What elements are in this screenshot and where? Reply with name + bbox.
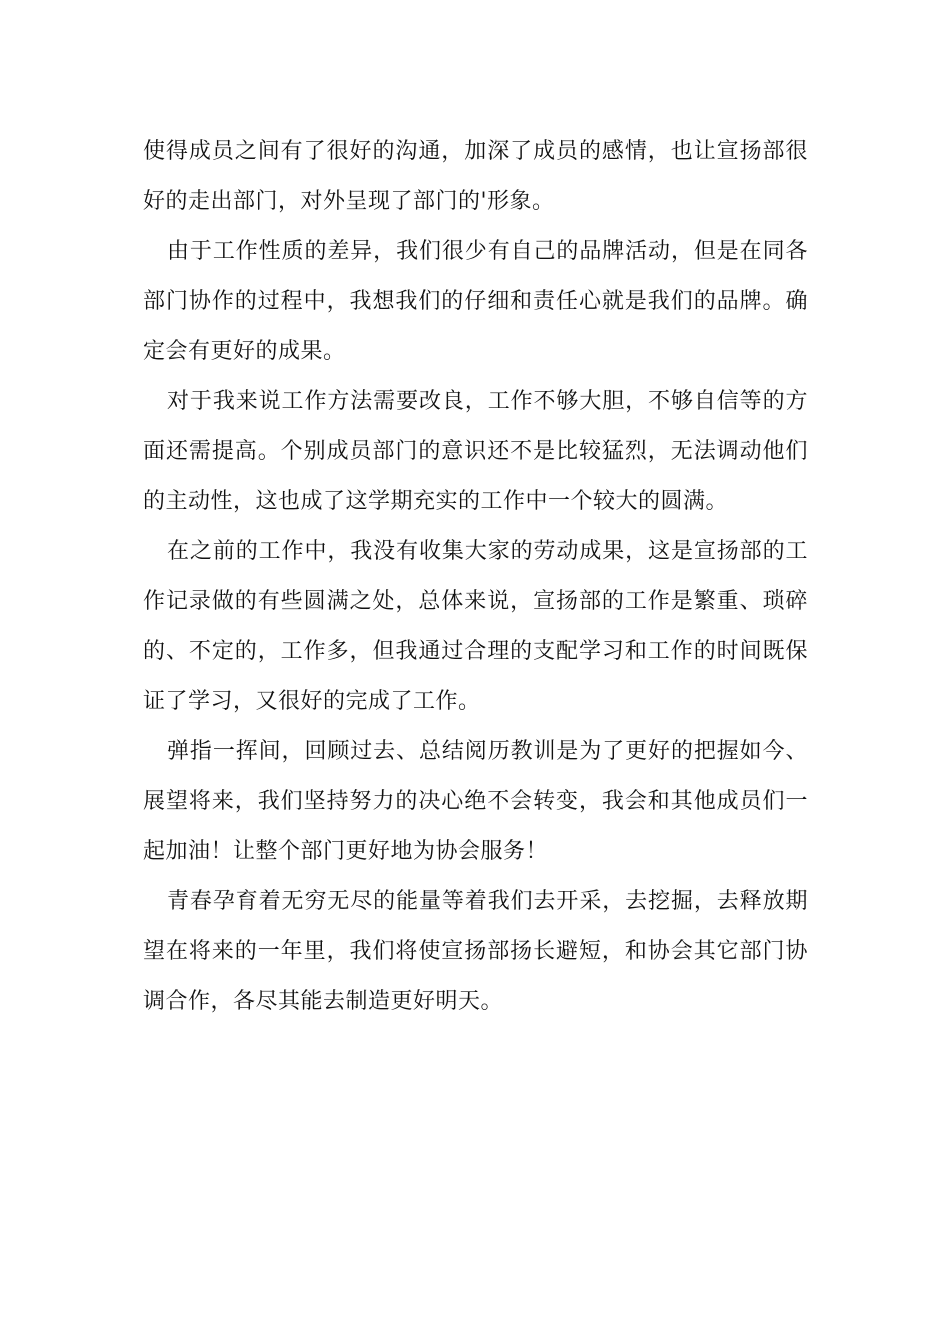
- paragraph-3: 对于我来说工作方法需要改良，工作不够大胆，不够自信等的方面还需提高。个别成员部门的意识还不是比较猛烈，无法调动他们的主动性，这也成了这学期充实的工作中一个较大的圆满。: [143, 389, 808, 514]
- paragraph-1: 使得成员之间有了很好的沟通，加深了成员的感情，也让宣扬部很好的走出部门，对外呈现了部门的'形象。: [143, 139, 808, 214]
- paragraph-6: 青春孕育着无穷无尽的能量等着我们去开采，去挖掘，去释放期望在将来的一年里，我们将使宣扬部扬长避短，和协会其它部门协调合作，各尽其能去制造更好明天。: [143, 889, 808, 1014]
- paragraph-5: 弹指一挥间，回顾过去、总结阅历教训是为了更好的把握如今、展望将来，我们坚持努力的决心绝不会转变，我会和其他成员们一起加油！让整个部门更好地为协会服务！: [143, 739, 808, 864]
- paragraph-4: 在之前的工作中，我没有收集大家的劳动成果，这是宣扬部的工作记录做的有些圆满之处，总体来说，宣扬部的工作是繁重、琐碎的、不定的，工作多，但我通过合理的支配学习和工作的时间既保证了学习，又很好的完成了工作。: [143, 539, 808, 714]
- paragraph-2: 由于工作性质的差异，我们很少有自己的品牌活动，但是在同各部门协作的过程中，我想我们的仔细和责任心就是我们的品牌。确定会有更好的成果。: [143, 239, 808, 364]
- document-body: [143, 127, 808, 1027]
